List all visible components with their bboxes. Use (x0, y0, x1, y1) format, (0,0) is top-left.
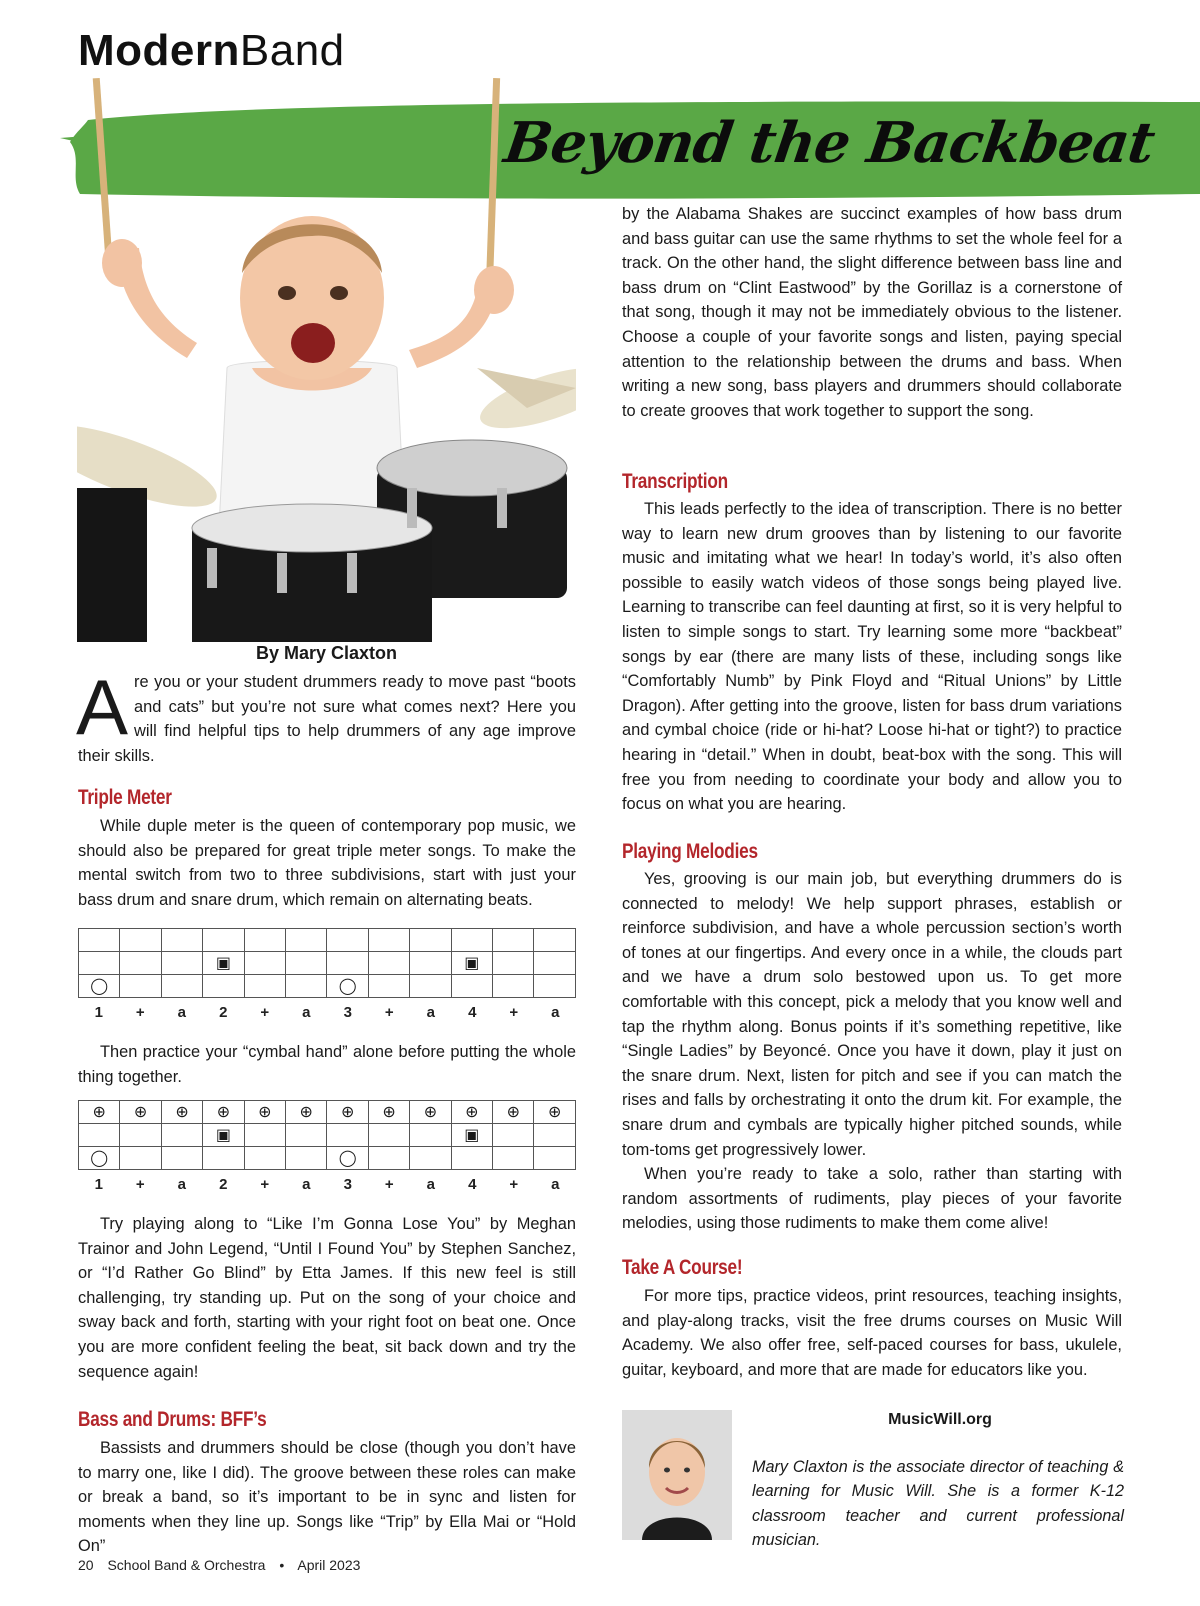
snare-icon: ▣ (451, 1124, 492, 1147)
intro-paragraph (76, 663, 576, 768)
heading-triple-meter: Triple Meter (78, 786, 172, 809)
triple-meter-p2: Then practice your “cymbal hand” alone before putting the whole thing together. (78, 1043, 576, 1086)
page-footer (78, 1557, 370, 1573)
melodies-p1: Yes, grooving is our main job, but everything drummers do is connected to melody! We help support phrases, establish or reinforce subdivision, and have a whole percussion section’s worth of tones at our fingertips. And every once in a while, the clouds part and we have a drum solo bestowed upon us. To get more comfortable with this concept, pick a melody that you know well and tap the rhythm along. Bonus points if it’s something repetitive, like “Single Ladies” by Beyoncé. Once you have it down, play it just on the snare drum. Next, listen for pitch and see if you can match the rises and falls by orchestrating it onto the drum kit. For example, the snare drum and cymbals are typically higher pitched sounds, while tom-toms get progressively lower. When you’re ready to take a solo, rather than starting with random assortments of rudiments, play pieces of your favorite melodies, using those rudiments to make them come alive! (622, 870, 1122, 1233)
snare-icon: ▣ (451, 952, 492, 975)
rhythm-grid-1 (78, 928, 576, 1021)
website-link[interactable]: MusicWill.org (888, 1411, 992, 1428)
bass-drum-icon: ◯ (79, 975, 120, 998)
triple-meter-p3: Try playing along to “Like I’m Gonna Lose You” by Meghan Trainor and John Legend, “Until I Found You” by Stephen Sanchez, or “I’d Rather Go Blind” by Etta James. If this new feel is still challenging, try standing up. Put on the song of your choice and sway back and forth, starting with your right foot on beat one. Once you are more confident feeling the beat, sit back down and try the sequence again! (78, 1215, 576, 1381)
section-tag-bold: Modern (78, 26, 240, 75)
section-tag-light: Band (239, 26, 345, 75)
bass-drums-p2: by the Alabama Shakes are succinct examples of how bass drum and bass guitar can use the same rhythms to set the whole feel for a track. On the other hand, the slight difference between bass line and bass drum on “Clint Eastwood” by the Gorillaz is a cornerstone of that song, though it may not be immediately obvious to the listener. Choose a couple of your favorite songs and listen, paying special attention to the relationship between the drums and bass. When writing a new song, bass players and drummers should collaborate to create grooves that work together to support the song. (622, 205, 1122, 420)
rhythm-grid-1-table (78, 928, 576, 998)
rhythm-grid-2-table (78, 1100, 576, 1170)
heading-transcription: Transcription (622, 470, 728, 493)
cymbal-icon: ⊕ (161, 1101, 202, 1124)
issue-date: April 2023 (297, 1557, 361, 1573)
snare-icon: ▣ (203, 952, 244, 975)
count-labels-1: 1 + a 2 + a 3 + a 4 + a (94, 1004, 560, 1021)
bass-drum-icon: ◯ (327, 975, 368, 998)
cymbal-icon: ⊕ (79, 1101, 120, 1124)
article-title: Beyond the Backbeat (500, 110, 1159, 176)
cymbal-icon: ⊕ (327, 1101, 368, 1124)
drop-cap: A (76, 663, 129, 751)
heading-take-a-course: Take A Course! (622, 1256, 743, 1279)
publication-name: School Band & Orchestra (107, 1557, 266, 1573)
triple-meter-p1: While duple meter is the queen of contemporary pop music, we should also be prepared for great triple meter songs. To make the mental switch from two to three subdivisions, start with just your bass drum and snare drum, which remain on alternating beats. (78, 817, 576, 909)
cymbal-icon: ⊕ (203, 1101, 244, 1124)
cymbal-icon: ⊕ (244, 1101, 285, 1124)
snare-icon: ▣ (203, 1124, 244, 1147)
hero-photo (77, 68, 576, 642)
byline: By Mary Claxton (255, 643, 398, 663)
cymbal-icon: ⊕ (534, 1101, 576, 1124)
bass-drum-icon: ◯ (79, 1147, 120, 1170)
course-p1: For more tips, practice videos, print resources, teaching insights, and play-along tracks, visit the free drums courses on Music Will Academy. We also offer free, self-paced courses for bass, ukulele, guitar, keyboard, and more that are made for educators like you. (622, 1287, 1122, 1379)
author-photo (622, 1410, 732, 1540)
rhythm-grid-2 (78, 1100, 576, 1193)
cymbal-icon: ⊕ (493, 1101, 534, 1124)
drummer-child-illustration (77, 68, 576, 642)
bass-drums-p1: Bassists and drummers should be close (though you don’t have to marry one, like I did). The groove between these roles can make or break a band, so it’s important to be in sync and listen for moments when they line up. Songs like “Trip” by Ella Mai or “Hold On” (78, 1439, 576, 1556)
bass-drum-icon: ◯ (327, 1147, 368, 1170)
cymbal-icon: ⊕ (120, 1101, 161, 1124)
footer-separator: • (279, 1557, 285, 1573)
heading-bass-and-drums: Bass and Drums: BFF’s (78, 1408, 267, 1431)
transcription-p1: This leads perfectly to the idea of transcription. There is no better way to learn new drum grooves than by listening to our favorite music and imitating what we hear! In today’s world, it’s also often possible to easily watch videos of those songs being played live. Learning to transcribe can feel daunting at first, so it is very helpful to listen to simple songs to start. Try learning some more “backbeat” songs by ear (there are many lists of these, including songs like “Comfortably Numb” by Pink Floyd and “Ritual Unions” by Little Dragon). After getting into the groove, listen for bass drum variations and cymbal choice (ride or hi-hat? Loose hi-hat or tight?) to practice hearing in “detail.” When in doubt, beat-box with the song. This will free you from needing to coordinate your body and allow you to focus on what you are hearing. (622, 500, 1122, 814)
page-number: 20 (78, 1557, 94, 1573)
cymbal-icon: ⊕ (368, 1101, 409, 1124)
heading-playing-melodies: Playing Melodies (622, 840, 758, 863)
cymbal-icon: ⊕ (410, 1101, 451, 1124)
author-bio: Mary Claxton is the associate director of teaching & learning for Music Will. She is a former K-12 classroom teacher and current professional musician. (752, 1458, 1124, 1550)
count-labels-2: 1 + a 2 + a 3 + a 4 + a (94, 1176, 560, 1193)
author-portrait (622, 1410, 732, 1540)
cymbal-icon: ⊕ (451, 1101, 492, 1124)
cymbal-icon: ⊕ (286, 1101, 327, 1124)
intro-text: re you or your student drummers ready to move past “boots and cats” but you’re not sure what comes next? Here you will find helpful tips to help drummers of any age improve their skills. (78, 673, 576, 765)
